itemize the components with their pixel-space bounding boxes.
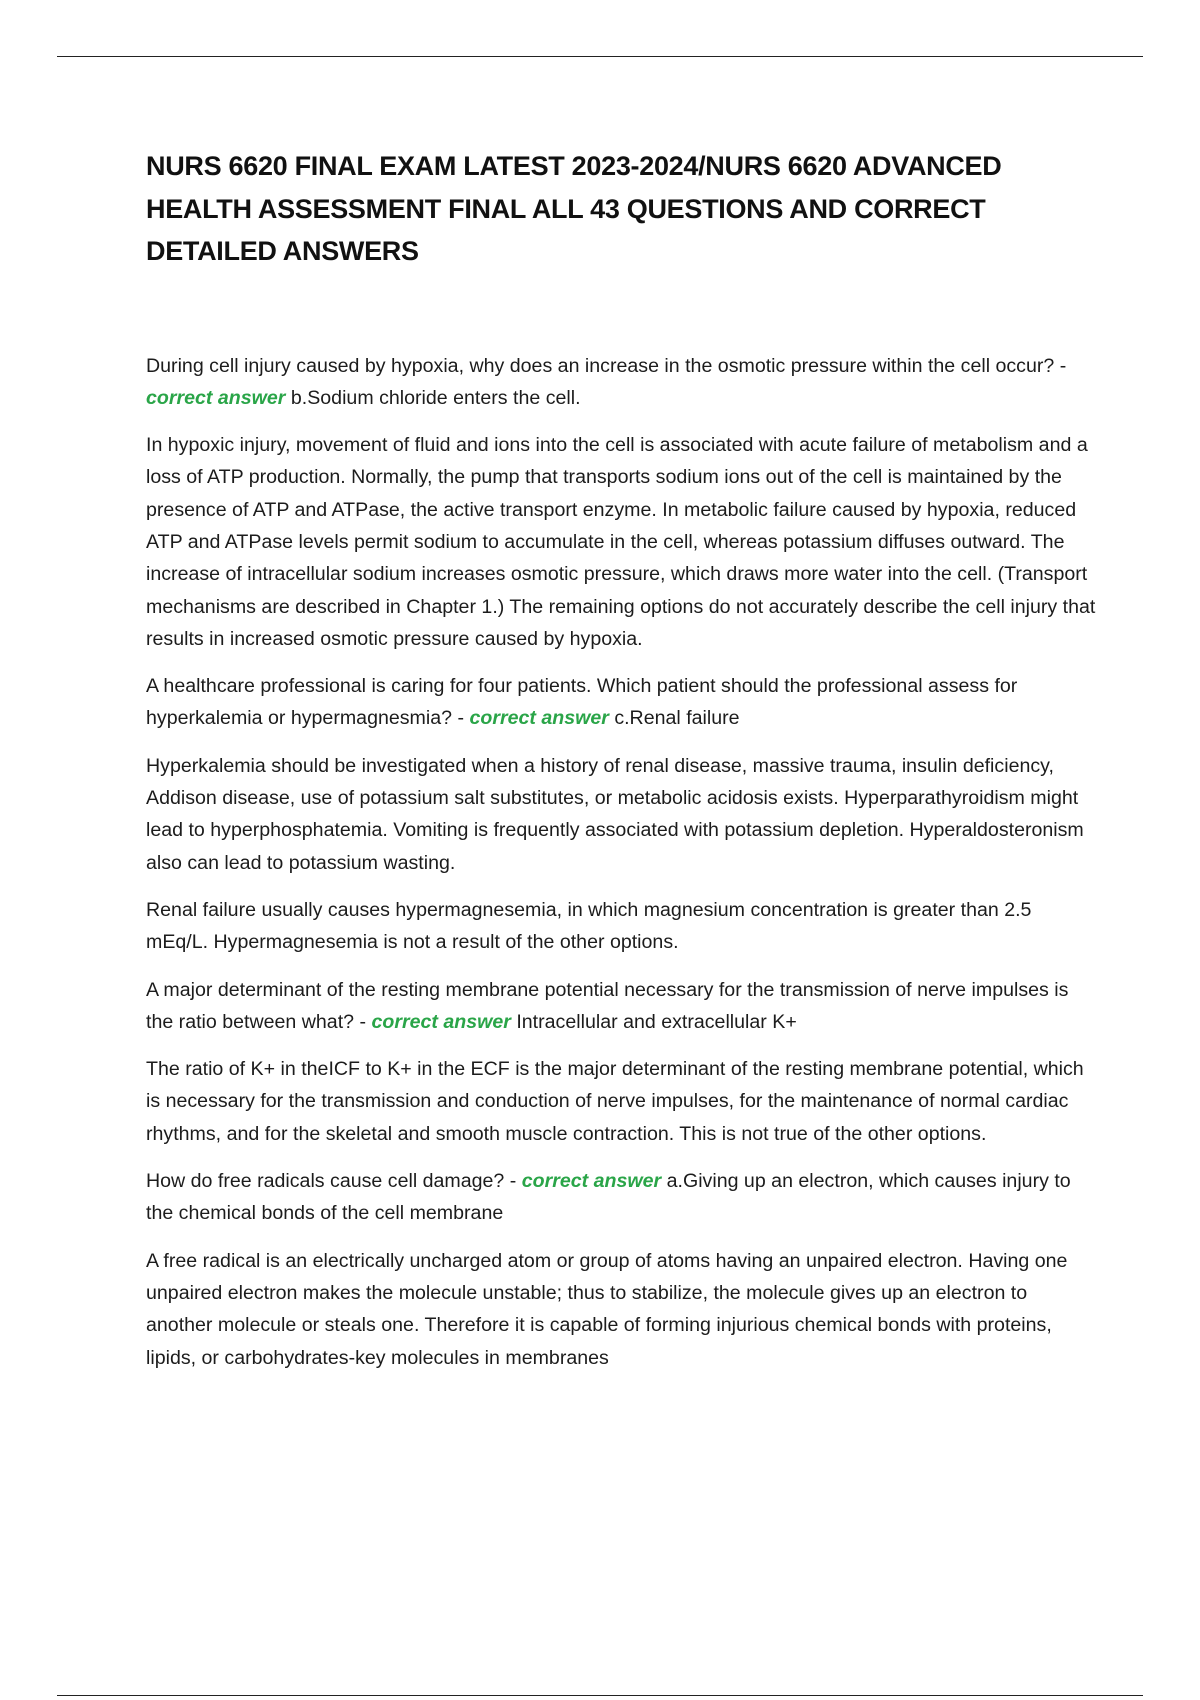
question-text: How do free radicals cause cell damage? (146, 1170, 505, 1193)
separator: - (354, 1010, 372, 1033)
document-body (146, 145, 1096, 1389)
question-text: A major determinant of the resting membrane potential necessary for the transmission of nerve impulses is the ratio between what? (146, 978, 1069, 1033)
question-paragraph (146, 974, 1096, 1039)
correct-answer-label: correct answer (521, 1170, 662, 1193)
question-text: During cell injury caused by hypoxia, why does an increase in the osmotic pressure within the cell occur? (146, 354, 1055, 377)
explanation-paragraph: In hypoxic injury, movement of fluid and ions into the cell is associated with acute failure of metabolism and a loss of ATP production. Normally, the pump that transports sodium ions out of the cell is maintained by the presence of ATP and ATPase, the active transport enzyme. In metabolic failure caused by hypoxia, reduced ATP and ATPase levels permit sodium to accumulate in the cell, whereas potassium diffuses outward. The increase of intracellular sodium increases osmotic pressure, which draws more water into the cell. (Transport mechanisms are described in Chapter 1.) The remaining options do not accurately describe the cell injury that results in increased osmotic pressure caused by hypoxia. (146, 434, 1096, 650)
explanation-paragraph: Hyperkalemia should be investigated when a history of renal disease, massive trauma, insulin deficiency, Addison disease, use of potassium salt substitutes, or metabolic acidosis exists. Hyperparathyroidism might lead to hyperphosphatemia. Vomiting is frequently associated with potassium depletion. Hyperaldosteronism also can lead to potassium wasting. (146, 754, 1084, 874)
separator: - (1054, 354, 1067, 377)
answer-text: c.Renal failure (614, 707, 740, 730)
explanation-paragraph: Renal failure usually causes hypermagnesemia, in which magnesium concentration is greater than 2.5 mEq/L. Hypermagnesemia is not a result of the other options. (146, 898, 1032, 954)
explanation-paragraph: The ratio of K+ in theICF to K+ in the ECF is the major determinant of the resting membrane potential, which is necessary for the transmission and conduction of nerve impulses, for the maintenance of normal cardiac rhythms, and for the skeletal and smooth muscle contraction. This is not true of the other options. (146, 1058, 1084, 1145)
answer-text: a.Giving up an electron, which causes injury to the chemical bonds of the cell membrane (146, 1170, 1071, 1225)
question-text: A healthcare professional is caring for four patients. Which patient should the professional assess for hyperkalemia or hypermagnesmia? (146, 675, 1018, 730)
correct-answer-label: correct answer (371, 1010, 511, 1033)
separator: - (504, 1170, 522, 1193)
question-paragraph (146, 1165, 1096, 1230)
explanation-paragraph: A free radical is an electrically uncharged atom or group of atoms having an unpaired electron. Having one unpaired electron makes the molecule unstable; thus to stabilize, the molecule gives up an electron to another molecule or steals one. Therefore it is capable of forming injurious chemical bonds with proteins, lipids, or carbohydrates-key molecules in membranes (146, 1249, 1068, 1369)
document-title: NURS 6620 FINAL EXAM LATEST 2023-2024/NURS 6620 ADVANCED HEALTH ASSESSMENT FINAL ALL 43 QUESTIONS AND CORRECT DETAILED ANSWERS (146, 151, 1002, 266)
correct-answer-label: correct answer (146, 386, 286, 409)
separator: - (452, 707, 470, 730)
answer-text: b.Sodium chloride enters the cell. (290, 386, 581, 409)
correct-answer-label: correct answer (469, 707, 609, 730)
answer-text: Intracellular and extracellular K+ (516, 1010, 797, 1033)
header-rule (57, 56, 1143, 57)
question-paragraph (146, 670, 1096, 735)
footer-rule (57, 1695, 1143, 1696)
question-paragraph (146, 350, 1096, 415)
